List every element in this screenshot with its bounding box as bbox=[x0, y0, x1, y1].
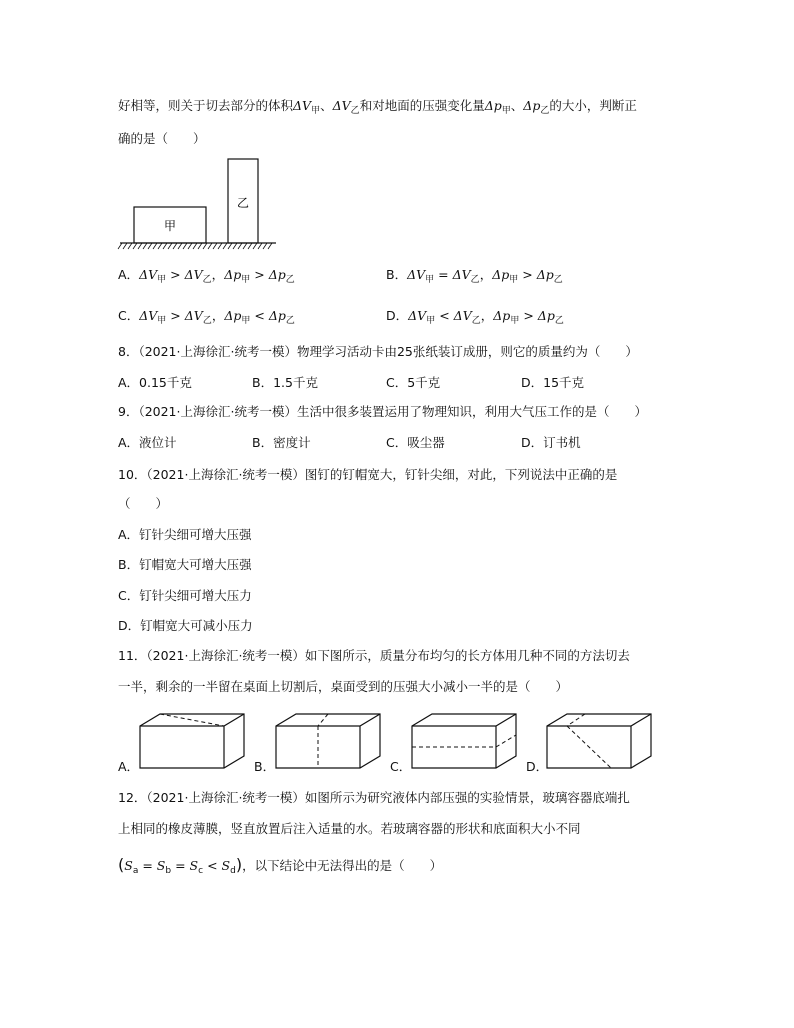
delta-p-jia: $\Delta p_甲$ bbox=[484, 98, 511, 116]
q8-option-a[interactable]: A．0.15千克 bbox=[118, 375, 192, 390]
sep: 、 bbox=[510, 98, 524, 113]
hatch-mark bbox=[233, 243, 237, 249]
q11-figure-b[interactable] bbox=[274, 712, 382, 772]
hatch-mark bbox=[243, 243, 247, 249]
hatch-mark bbox=[143, 243, 147, 249]
q7-stem-line1 bbox=[118, 97, 637, 120]
q10-option-d[interactable]: D．钉帽宽大可减小压力 bbox=[118, 618, 253, 633]
rel-2: = bbox=[175, 858, 186, 873]
q10-option-b[interactable]: B．钉帽宽大可增大压强 bbox=[118, 557, 252, 572]
q11-option-a-label[interactable]: A． bbox=[118, 759, 140, 774]
q7-option-a[interactable]: A．$\Delta V_甲 > \Delta V_乙$，$\Delta p_甲 > \Delta p_乙$ bbox=[118, 267, 295, 285]
hatch-mark bbox=[258, 243, 262, 249]
q10-option-a[interactable]: A．钉针尖细可增大压强 bbox=[118, 527, 252, 542]
rel-3: < bbox=[207, 858, 218, 873]
sep: 、 bbox=[320, 98, 333, 113]
q9-option-b[interactable]: B．密度计 bbox=[252, 435, 311, 450]
q7-option-d[interactable]: D．$\Delta V_甲 < \Delta V_乙$，$\Delta p_甲 > \Delta p_乙$ bbox=[386, 308, 564, 326]
hatch-mark bbox=[223, 243, 227, 249]
hatch-mark bbox=[218, 243, 222, 249]
q11-option-c-label[interactable]: C． bbox=[390, 759, 412, 774]
block-yi-label: 乙 bbox=[236, 196, 250, 210]
hatch-mark bbox=[163, 243, 167, 249]
hatch-mark bbox=[148, 243, 152, 249]
q7-option-c[interactable]: C．$\Delta V_甲 > \Delta V_乙$，$\Delta p_甲 < \Delta p_乙$ bbox=[118, 308, 295, 326]
hatch-mark bbox=[228, 243, 232, 249]
hatch-mark bbox=[173, 243, 177, 249]
q12-stem-3 bbox=[118, 856, 442, 880]
q11-figure-a[interactable] bbox=[138, 712, 246, 772]
q11-figure-d[interactable] bbox=[545, 712, 653, 772]
hatch-mark bbox=[118, 243, 122, 249]
q12-stem-2: 上相同的橡皮薄膜，竖直放置后注入适量的水。若玻璃容器的形状和底面积大小不同 bbox=[118, 821, 581, 836]
rel-1: = bbox=[142, 858, 153, 873]
paren-close: ) bbox=[235, 855, 243, 874]
hatch-mark bbox=[188, 243, 192, 249]
q7-stem-text-a: 好相等，则关于切去部分的体积 bbox=[118, 98, 294, 113]
hatch-mark bbox=[198, 243, 202, 249]
q9-option-c[interactable]: C．吸尘器 bbox=[386, 435, 445, 450]
q12-stem-1: 12．（2021·上海徐汇·统考一模）如图所示为研究液体内部压强的实验情景，玻璃容器底端扎 bbox=[118, 790, 630, 805]
q7-stem-text-b: 和对地面的压强变化量 bbox=[359, 98, 485, 113]
hatch-mark bbox=[158, 243, 162, 249]
s-d: $S_d$ bbox=[221, 858, 236, 876]
hatch-mark bbox=[268, 243, 272, 249]
delta-v-jia: $\Delta V_甲$ bbox=[293, 98, 321, 116]
hatch-mark bbox=[168, 243, 172, 249]
q11-stem-1: 11．（2021·上海徐汇·统考一模）如下图所示，质量分布均匀的长方体用几种不同的方法切去 bbox=[118, 648, 630, 663]
hatch-mark bbox=[138, 243, 142, 249]
hatch-mark bbox=[123, 243, 127, 249]
q7-stem-line2: 确的是（ ） bbox=[118, 131, 206, 146]
delta-p-yi: $\Delta p_乙$ bbox=[523, 98, 550, 116]
s-b: $S_b$ bbox=[156, 858, 172, 876]
q7-figure bbox=[118, 155, 278, 255]
q8-option-b[interactable]: B．1.5千克 bbox=[252, 375, 318, 390]
q8-stem: 8．（2021·上海徐汇·统考一模）物理学习活动卡由25张纸装订成册，则它的质量约为（ ） bbox=[118, 344, 638, 359]
q10-stem: 10．（2021·上海徐汇·统考一模）图钉的钉帽宽大，钉针尖细，对此，下列说法中正确的是 bbox=[118, 467, 618, 482]
delta-v-yi: $\Delta V_乙$ bbox=[332, 98, 360, 116]
q8-option-d[interactable]: D．15千克 bbox=[521, 375, 585, 390]
hatch-mark bbox=[263, 243, 267, 249]
q11-figure-c[interactable] bbox=[410, 712, 518, 772]
hatch-mark bbox=[208, 243, 212, 249]
q12-stem-3-tail: ，以下结论中无法得出的是（ ） bbox=[242, 858, 443, 873]
q9-option-a[interactable]: A．液位计 bbox=[118, 435, 177, 450]
q10-stem-2: （ ） bbox=[118, 496, 169, 511]
hatch-mark bbox=[178, 243, 182, 249]
hatch-mark bbox=[133, 243, 137, 249]
hatch-mark bbox=[248, 243, 252, 249]
q9-option-d[interactable]: D．订书机 bbox=[521, 435, 581, 450]
hatch-mark bbox=[183, 243, 187, 249]
q7-option-b[interactable]: B．$\Delta V_甲 = \Delta V_乙$，$\Delta p_甲 > \Delta p_乙$ bbox=[386, 267, 563, 285]
s-a: $S_a$ bbox=[124, 858, 139, 876]
q10-option-c[interactable]: C．钉针尖细可增大压力 bbox=[118, 588, 252, 603]
s-c: $S_c$ bbox=[189, 858, 204, 876]
q8-option-c[interactable]: C．5千克 bbox=[386, 375, 441, 390]
ground-hatch bbox=[118, 243, 272, 249]
hatch-mark bbox=[213, 243, 217, 249]
paren-open: ( bbox=[118, 855, 125, 874]
q11-option-d-label[interactable]: D． bbox=[526, 759, 549, 774]
q11-option-b-label[interactable]: B． bbox=[254, 759, 276, 774]
hatch-mark bbox=[238, 243, 242, 249]
q11-stem-2: 一半，剩余的一半留在桌面上切割后，桌面受到的压强大小减小一半的是（ ） bbox=[118, 679, 569, 694]
q9-stem: 9．（2021·上海徐汇·统考一模）生活中很多装置运用了物理知识，利用大气压工作的是（ ） bbox=[118, 404, 647, 419]
block-jia-label: 甲 bbox=[163, 219, 177, 233]
q7-stem-text-c: 的大小，判断正 bbox=[549, 98, 637, 113]
hatch-mark bbox=[203, 243, 207, 249]
hatch-mark bbox=[193, 243, 197, 249]
hatch-mark bbox=[153, 243, 157, 249]
hatch-mark bbox=[128, 243, 132, 249]
hatch-mark bbox=[253, 243, 257, 249]
